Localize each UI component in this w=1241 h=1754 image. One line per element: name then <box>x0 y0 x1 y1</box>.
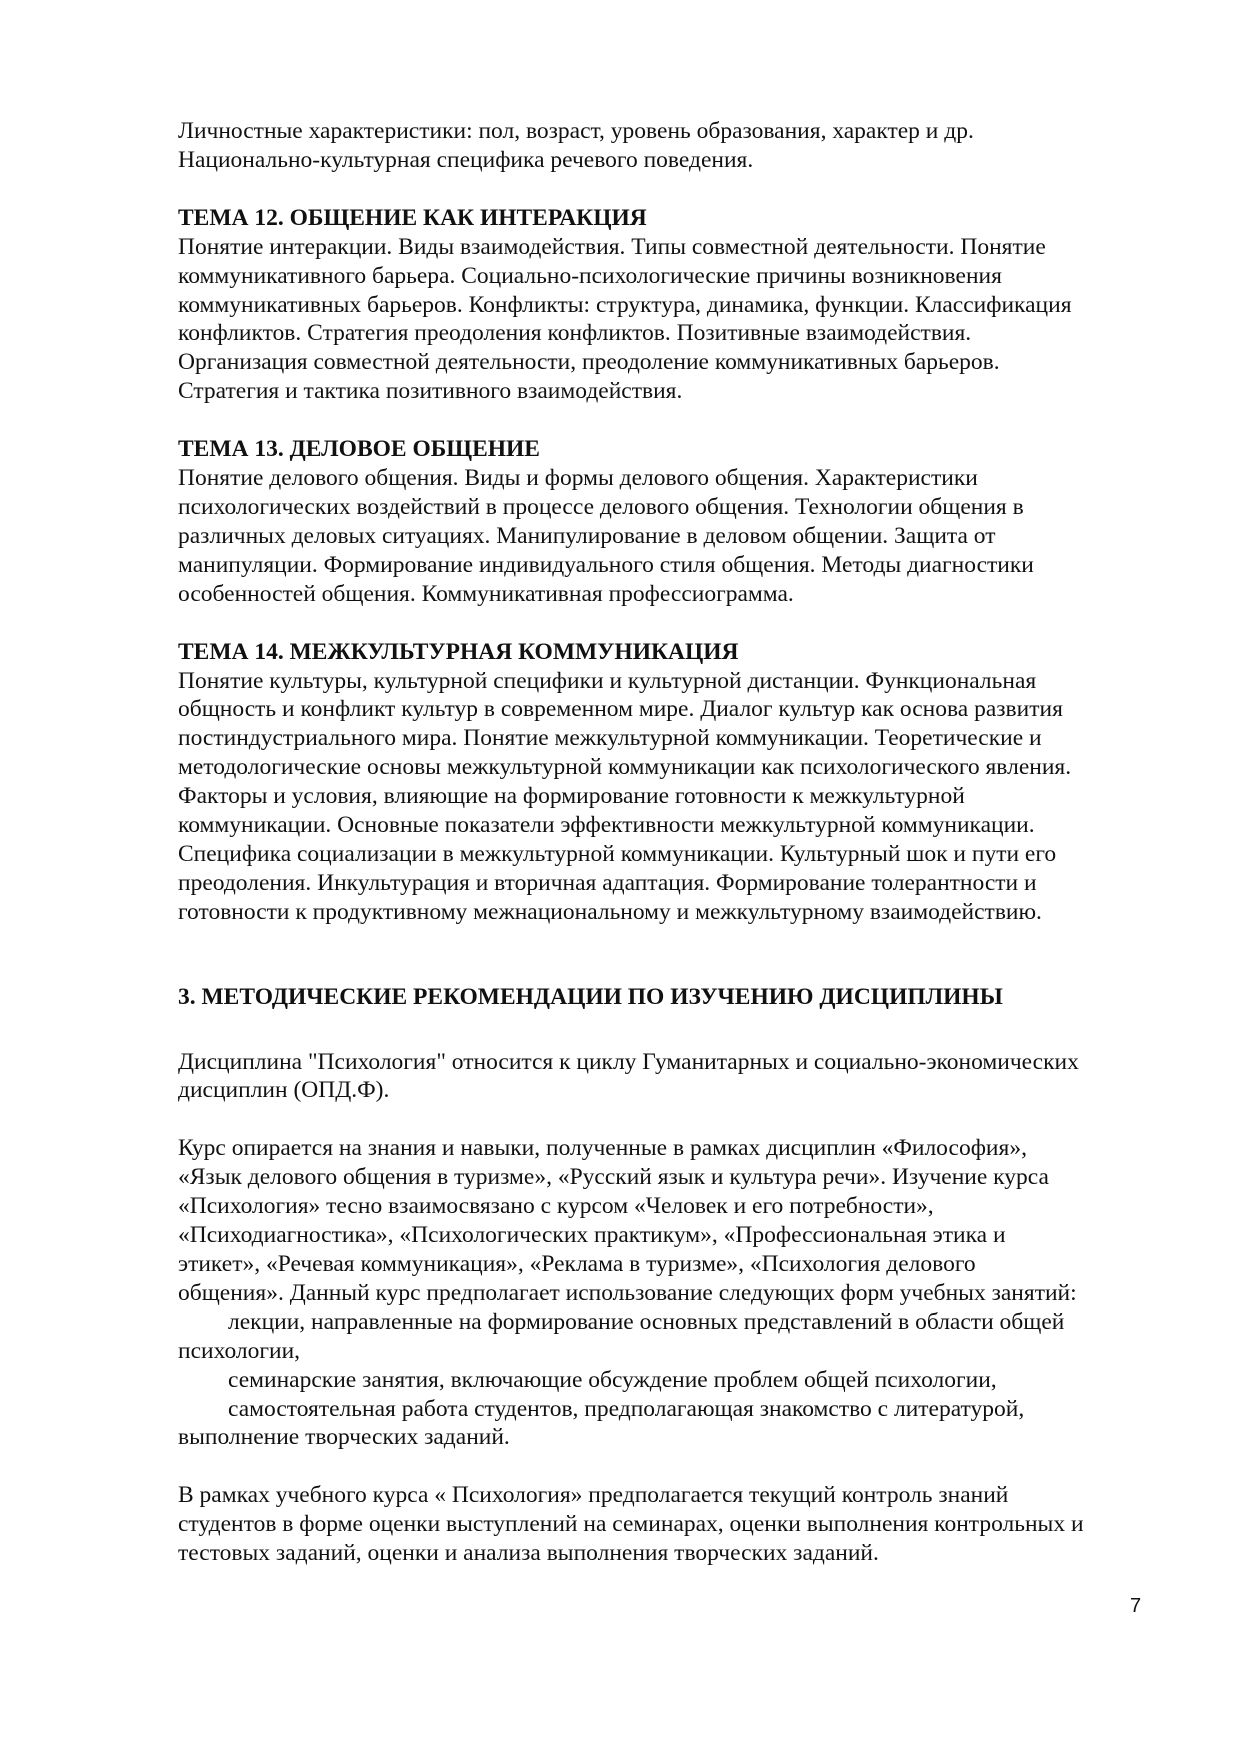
text-line: постиндустриального мира. Понятие межкультурной коммуникации. Теоретические и <box>178 725 1042 752</box>
text-line: методологические основы межкультурной коммуникации как психологического явления. <box>178 754 1072 781</box>
document-page <box>178 117 1153 1568</box>
text-line: преодоления. Инкультурация и вторичная адаптация. Формирование толерантности и <box>178 869 1037 896</box>
topic-12 <box>178 204 1153 406</box>
text-line: различных деловых ситуациях. Манипулирование в деловом общении. Защита от <box>178 522 996 549</box>
list-item-lectures-continued: психологии, <box>178 1337 301 1364</box>
text-line: тестовых заданий, оценки и анализа выполнения творческих заданий. <box>178 1540 879 1567</box>
list-item-self-study-continued: выполнение творческих заданий. <box>178 1424 510 1451</box>
page-number: 7 <box>1130 1595 1142 1617</box>
list-item-seminars: семинарские занятия, включающие обсуждение проблем общей психологии, <box>228 1366 997 1393</box>
section-3-paragraph-2 <box>178 1134 1153 1452</box>
list-item-lectures: лекции, направленные на формирование основных представлений в области общей <box>228 1308 1065 1335</box>
text-line: Дисциплина "Психология" относится к циклу Гуманитарных и социально-экономических <box>178 1048 1079 1075</box>
text-line: Национально-культурная специфика речевого поведения. <box>178 146 754 173</box>
text-line: Стратегия и тактика позитивного взаимодействия. <box>178 378 683 405</box>
text-line: дисциплин (ОПД.Ф). <box>178 1077 390 1104</box>
topic-14-title: ТЕМА 14. МЕЖКУЛЬТУРНАЯ КОММУНИКАЦИЯ <box>178 638 739 665</box>
text-line: манипуляции. Формирование индивидуального стиля общения. Методы диагностики <box>178 551 1034 578</box>
text-line: «Психология» тесно взаимосвязано с курсом «Человек и его потребности», <box>178 1193 934 1220</box>
list-item-self-study: самостоятельная работа студентов, предполагающая знакомство с литературой, <box>228 1395 1025 1422</box>
text-line: коммуникативных барьеров. Конфликты: структура, динамика, функции. Классификация <box>178 291 1072 318</box>
topic-13 <box>178 435 1153 608</box>
text-line: особенностей общения. Коммуникативная профессиограмма. <box>178 580 794 607</box>
text-line: коммуникативного барьера. Социально-психологические причины возникновения <box>178 262 1002 289</box>
text-line: Понятие культуры, культурной специфики и культурной дистанции. Функциональная <box>178 667 1037 694</box>
text-line: студентов в форме оценки выступлений на семинарах, оценки выполнения контрольных и <box>178 1511 1084 1538</box>
section-3 <box>178 983 1153 1568</box>
text-line: Факторы и условия, влияющие на формирование готовности к межкультурной <box>178 783 965 810</box>
topic-12-title: ТЕМА 12. ОБЩЕНИЕ КАК ИНТЕРАКЦИЯ <box>178 204 647 231</box>
section-3-title: 3. МЕТОДИЧЕСКИЕ РЕКОМЕНДАЦИИ ПО ИЗУЧЕНИЮ ДИСЦИПЛИНЫ <box>178 983 1003 1010</box>
text-line: общения». Данный курс предполагает использование следующих форм учебных занятий: <box>178 1279 1077 1306</box>
text-line: психологических воздействий в процессе делового общения. Технологии общения в <box>178 493 1024 520</box>
intro-paragraph <box>178 117 1153 175</box>
text-line: Понятие интеракции. Виды взаимодействия. Типы совместной деятельности. Понятие <box>178 233 1046 260</box>
text-line: Личностные характеристики: пол, возраст, уровень образования, характер и др. <box>178 118 974 144</box>
section-3-paragraph-1 <box>178 1048 1153 1106</box>
text-line: «Психодиагностика», «Психологических практикум», «Профессиональная этика и <box>178 1222 1006 1249</box>
text-line: общность и конфликт культур в современном мире. Диалог культур как основа развития <box>178 696 1063 723</box>
text-line: Понятие делового общения. Виды и формы делового общения. Характеристики <box>178 465 978 492</box>
text-line: конфликтов. Стратегия преодоления конфликтов. Позитивные взаимодействия. <box>178 320 972 347</box>
topic-13-title: ТЕМА 13. ДЕЛОВОЕ ОБЩЕНИЕ <box>178 436 540 463</box>
text-line: «Язык делового общения в туризме», «Русский язык и культура речи». Изучение курса <box>178 1164 1049 1191</box>
text-line: Организация совместной деятельности, преодоление коммуникативных барьеров. <box>178 349 1000 376</box>
text-line: готовности к продуктивному межнациональному и межкультурному взаимодействию. <box>178 898 1042 925</box>
text-line: коммуникации. Основные показатели эффективности межкультурной коммуникации. <box>178 812 1035 839</box>
text-line: Курс опирается на знания и навыки, полученные в рамках дисциплин «Философия», <box>178 1135 1027 1162</box>
section-3-paragraph-3 <box>178 1481 1153 1568</box>
topic-14 <box>178 638 1153 927</box>
text-line: этикет», «Речевая коммуникация», «Реклама в туризме», «Психология делового <box>178 1251 976 1277</box>
text-line: Специфика социализации в межкультурной коммуникации. Культурный шок и пути его <box>178 840 1057 867</box>
text-line: В рамках учебного курса « Психология» предполагается текущий контроль знаний <box>178 1482 1009 1509</box>
